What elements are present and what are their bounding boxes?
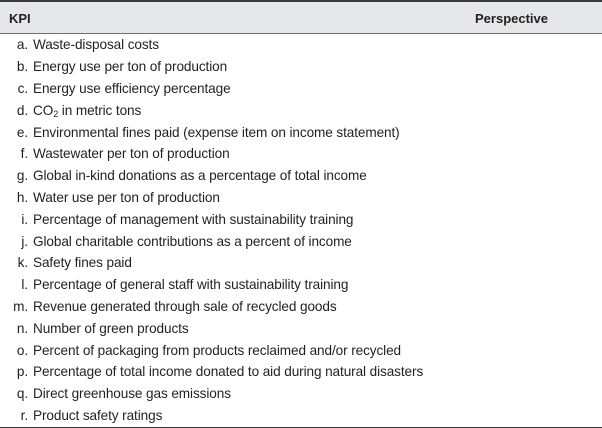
table-row (0, 339, 602, 361)
row-letter: j. (21, 233, 28, 249)
row-text: Percentage of management with sustainability training (33, 211, 354, 227)
row-text: Revenue generated through sale of recycled goods (33, 298, 337, 314)
table-row (0, 78, 602, 100)
table-row (0, 296, 602, 318)
row-letter: g. (16, 168, 28, 184)
row-text-subscript: 2 (53, 108, 59, 119)
table-row (0, 208, 602, 230)
kpi-list (0, 34, 602, 426)
row-text-before: CO (33, 102, 54, 118)
row-letter: o. (16, 342, 28, 358)
row-text-after: in metric tons (58, 102, 142, 118)
row-letter: n. (16, 320, 28, 336)
row-text: Water use per ton of production (33, 189, 220, 205)
row-text: Percentage of total income donated to aid during natural disasters (33, 364, 424, 380)
row-letter: k. (17, 255, 28, 271)
kpi-column-header: KPI (9, 11, 31, 26)
row-letter: c. (17, 80, 28, 96)
table-row (0, 56, 602, 78)
row-letter: r. (20, 407, 28, 423)
row-letter: h. (16, 189, 28, 205)
row-text: Product safety ratings (33, 407, 163, 423)
row-text (33, 103, 141, 118)
row-text: Waste-disposal costs (33, 37, 159, 53)
table-row (0, 143, 602, 165)
table-row (0, 317, 602, 339)
table-row (0, 99, 602, 121)
row-text: Percentage of general staff with sustainability training (33, 277, 349, 293)
row-text: Global in-kind donations as a percentage of total income (33, 168, 367, 184)
table-row (0, 230, 602, 252)
row-text: Environmental fines paid (expense item on income statement) (33, 124, 400, 140)
table-header (0, 2, 602, 33)
row-text: Percent of packaging from products reclaimed and/or recycled (33, 342, 402, 358)
table-row (0, 187, 602, 209)
table-row (0, 383, 602, 405)
row-text: Global charitable contributions as a percent of income (33, 233, 352, 249)
row-text: Number of green products (33, 320, 189, 336)
row-letter: q. (16, 386, 28, 402)
row-text: Direct greenhouse gas emissions (33, 386, 231, 402)
row-letter: e. (16, 124, 28, 140)
row-letter: m. (13, 298, 28, 314)
row-text: Wastewater per ton of production (33, 146, 230, 162)
row-text: Energy use per ton of production (33, 59, 228, 75)
row-letter: i. (21, 211, 28, 227)
row-text: Energy use efficiency percentage (33, 80, 231, 96)
table-row (0, 165, 602, 187)
table-row (0, 121, 602, 143)
perspective-column-header: Perspective (475, 11, 548, 26)
table-row (0, 34, 602, 56)
row-letter: b. (16, 59, 28, 75)
row-letter: a. (16, 37, 28, 53)
table-row (0, 252, 602, 274)
table-row (0, 405, 602, 427)
row-letter: f. (20, 146, 28, 162)
row-text: Safety fines paid (33, 255, 132, 271)
row-letter: p. (16, 364, 28, 380)
table-row (0, 361, 602, 383)
table-row (0, 274, 602, 296)
row-letter: l. (21, 277, 28, 293)
row-letter: d. (16, 102, 28, 118)
